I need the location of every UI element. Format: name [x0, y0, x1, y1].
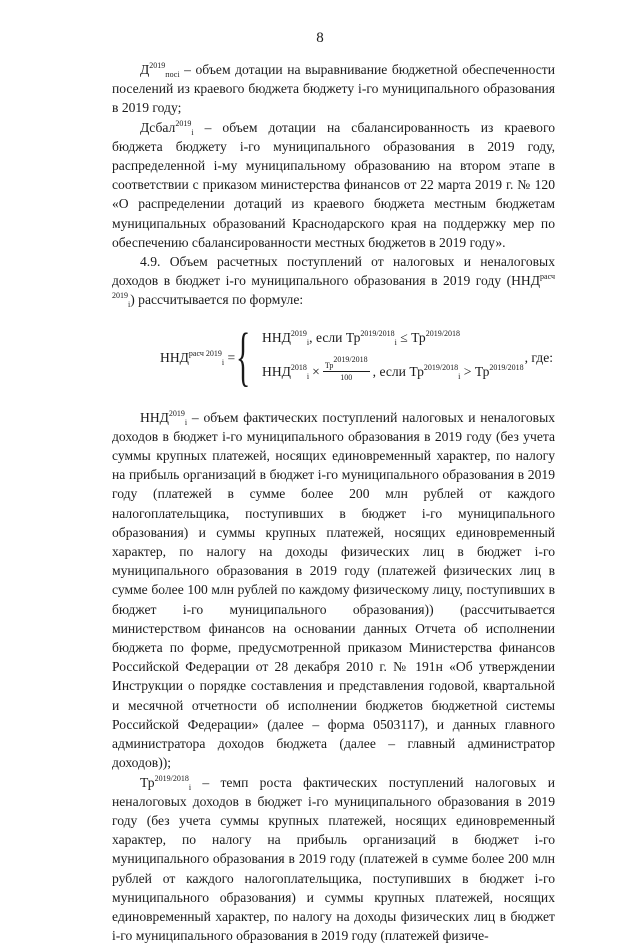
- case1-tr-sub: і: [395, 338, 397, 347]
- formula-case-2: [262, 360, 524, 383]
- paragraph-4-9: [112, 252, 555, 310]
- formula-lhs-sup: расч 2019: [189, 349, 222, 358]
- numerator-sup: 2019/2018: [333, 355, 367, 364]
- case2-symbol: ННД: [262, 364, 291, 379]
- case1-sup: 2019: [291, 329, 307, 338]
- case1-symbol: ННД: [262, 330, 291, 345]
- paragraph-text: – объем фактических поступлений налоговых и неналоговых доходов в бюджет і-го муниципального образования в 2019 году (без учета суммы крупных платежей, носящих единовременный характер, по налогу на прибыль организаций в бюджет і-го муниципального образования в 2019 году (платежей в сумме более 200 млн рублей от каждого налогоплательщика, поступивших в бюджет і-го муниципального образования) и суммы крупных платежей, носящих единовременный характер, по налогу на доходы физических лиц в бюджет і-го муниципального образования в 2019 году (платежей физических лиц в сумме более 100 млн рублей по каждому физическому лицу, поступивших в бюджет і-го муниципального образования)) (рассчитывается министерством финансов на основании данных Отчета об исполнении бюджета по форме, предусмотренной приказом Министерства финансов Российской Федерации от 28 декабря 2010 г. № 191н «Об утверждении Инструкции о порядке составления и представления годовой, квартальной и месячной отчетности об исполнении бюджетов бюджетной системы Российской Федерации» (далее – форма 0503117), и данных главного администратора доходов бюджета (далее – главный администратор доходов));: [112, 410, 555, 771]
- case2-condition: [373, 362, 524, 381]
- symbol-sup: 2019: [149, 61, 165, 70]
- symbol-sup: 2019: [175, 119, 191, 128]
- case1-condition: , если Тр: [309, 330, 360, 345]
- case2-tr-sup: 2019/2018: [424, 363, 458, 372]
- case2-tr-sub: і: [458, 372, 460, 381]
- symbol-sup: 2019: [169, 409, 185, 418]
- paragraph-text: – объем дотации на сбалансированность из краевого бюджета бюджету і-го муниципального образования в 2019 году, распределенной і-му муниципальному образованию на втором этапе в соответствии с приказом министерства финансов от 22 марта 2019 г. № 120 «О распределении дотаций из краевого бюджета местным бюджетам муниципальных образований Краснодарского края на поддержку мер по обеспечению сбалансированности местных бюджетов в 2019 году».: [112, 120, 555, 250]
- case2-rhs-sup: 2019/2018: [489, 363, 523, 372]
- case1-sub: і: [307, 338, 309, 347]
- formula-lhs-sub: і: [222, 358, 224, 367]
- symbol-sup: расч 2019: [112, 272, 555, 300]
- paragraph-tr: [112, 773, 555, 945]
- case2-operator: > Тр: [460, 364, 489, 379]
- symbol-tr: Тр: [140, 775, 155, 790]
- symbol-sub: посі: [165, 70, 179, 79]
- formula-lhs: [160, 348, 235, 367]
- curly-brace-icon: {: [236, 324, 250, 390]
- numerator-symbol: Тр: [325, 361, 334, 370]
- case1-operator: ≤ Тр: [397, 330, 426, 345]
- paragraph-d-pos: [112, 60, 555, 118]
- multiply-sign: ×: [312, 362, 320, 381]
- fraction-numerator: [323, 360, 370, 372]
- fraction: [323, 360, 370, 383]
- fraction-denominator: 100: [340, 372, 352, 383]
- symbol-d: Д: [140, 62, 149, 77]
- paragraph-text: ) рассчитывается по формуле:: [130, 292, 303, 307]
- symbol-sub: і: [128, 300, 130, 309]
- formula-tail: , где:: [525, 348, 553, 367]
- symbol-sub: і: [191, 128, 193, 137]
- symbol-sub: і: [189, 783, 191, 792]
- page-number: 8: [0, 30, 640, 47]
- paragraph-dsbal: [112, 118, 555, 252]
- paragraph-text: – объем дотации на выравнивание бюджетной обеспеченности поселений из краевого бюджета бюджету і-го муниципального образования в 2019 году;: [112, 62, 555, 115]
- case1-tr-sup: 2019/2018: [360, 329, 394, 338]
- symbol-sub: і: [185, 418, 187, 427]
- formula-lhs-symbol: ННД: [160, 350, 189, 365]
- symbol-dsbal: Дсбал: [140, 120, 175, 135]
- case2-condition-text: , если Тр: [373, 364, 424, 379]
- case2-lhs: [262, 362, 309, 381]
- document-body: [112, 60, 555, 945]
- symbol-sup: 2019/2018: [155, 774, 189, 783]
- paragraph-text: – темп роста фактических поступлений налоговых и неналоговых доходов в бюджет і-го муниципального образования в 2019 году (без учета суммы крупных платежей, носящих единовременный характер, по налогу на прибыль организаций в бюджет і-го муниципального образования в 2019 году (платежей в сумме более 200 млн рублей от каждого налогоплательщика, поступивших в бюджет і-го муниципального образования) и суммы крупных платежей, носящих единовременный характер, по налогу на доходы физических лиц в бюджет і-го муниципального образования в 2019 году (платежей физиче-: [112, 775, 555, 944]
- case2-sup: 2018: [291, 363, 307, 372]
- paragraph-text: 4.9. Объем расчетных поступлений от налоговых и неналоговых доходов в бюджет і-го муниципального образования в 2019 году (ННД: [112, 254, 555, 288]
- formula-case-1: [262, 328, 460, 347]
- case1-rhs-sup: 2019/2018: [426, 329, 460, 338]
- case2-sub: і: [307, 372, 309, 381]
- formula-nnd: [112, 322, 555, 394]
- symbol-nnd: ННД: [140, 410, 169, 425]
- formula-equals: =: [224, 350, 235, 365]
- paragraph-nnd: [112, 408, 555, 773]
